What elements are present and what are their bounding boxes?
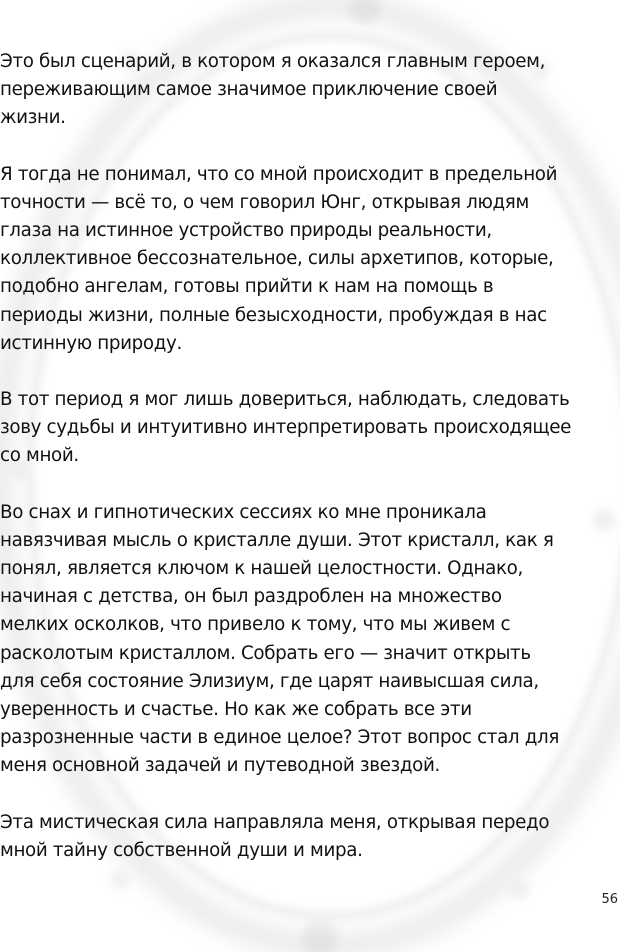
paragraph-4: Во снах и гипнотических сессиях ко мне проникала навязчивая мысль о кристалле души. Этот кристалл, как я понял, является ключом к нашей целостности. Однако, начиная с детства, он был раздроблен на множество мелких осколков, что привело к тому, что мы живем с расколотым кристаллом. Собрать его — значит открыть для себя состояние Элизиум, где царят наивысшая сила, уверенность и счастье. Но как же собрать все эти разрозненные части в единое целое? Этот вопрос стал для меня основной задачей и путеводной звездой. [0,501,559,777]
page-number: 56 [601,892,618,907]
paragraph-1: Это был сценарий, в котором я оказался главным героем, переживающим самое значимое приключение своей жизни. [0,51,546,129]
paragraph-2: Я тогда не понимал, что со мной происходит в предельной точности — всё то, о чем говорил Юнг, открывая людям глаза на истинное устройство природы реальности, коллективное бессознательное, силы архетипов, которые, подобно ангелам, готовы прийти к нам на помощь в периоды жизни, полные безысходности, пробуждая в нас истинную природу. [0,163,558,354]
body-text [0,48,612,893]
paragraph-5: Эта мистическая сила направляла меня, открывая передо мной тайну собственной души и мира. [0,811,550,861]
paragraph-3: В тот период я мог лишь довериться, наблюдать, следовать зову судьбы и интуитивно интерпретировать происходящее со мной. [0,389,572,467]
